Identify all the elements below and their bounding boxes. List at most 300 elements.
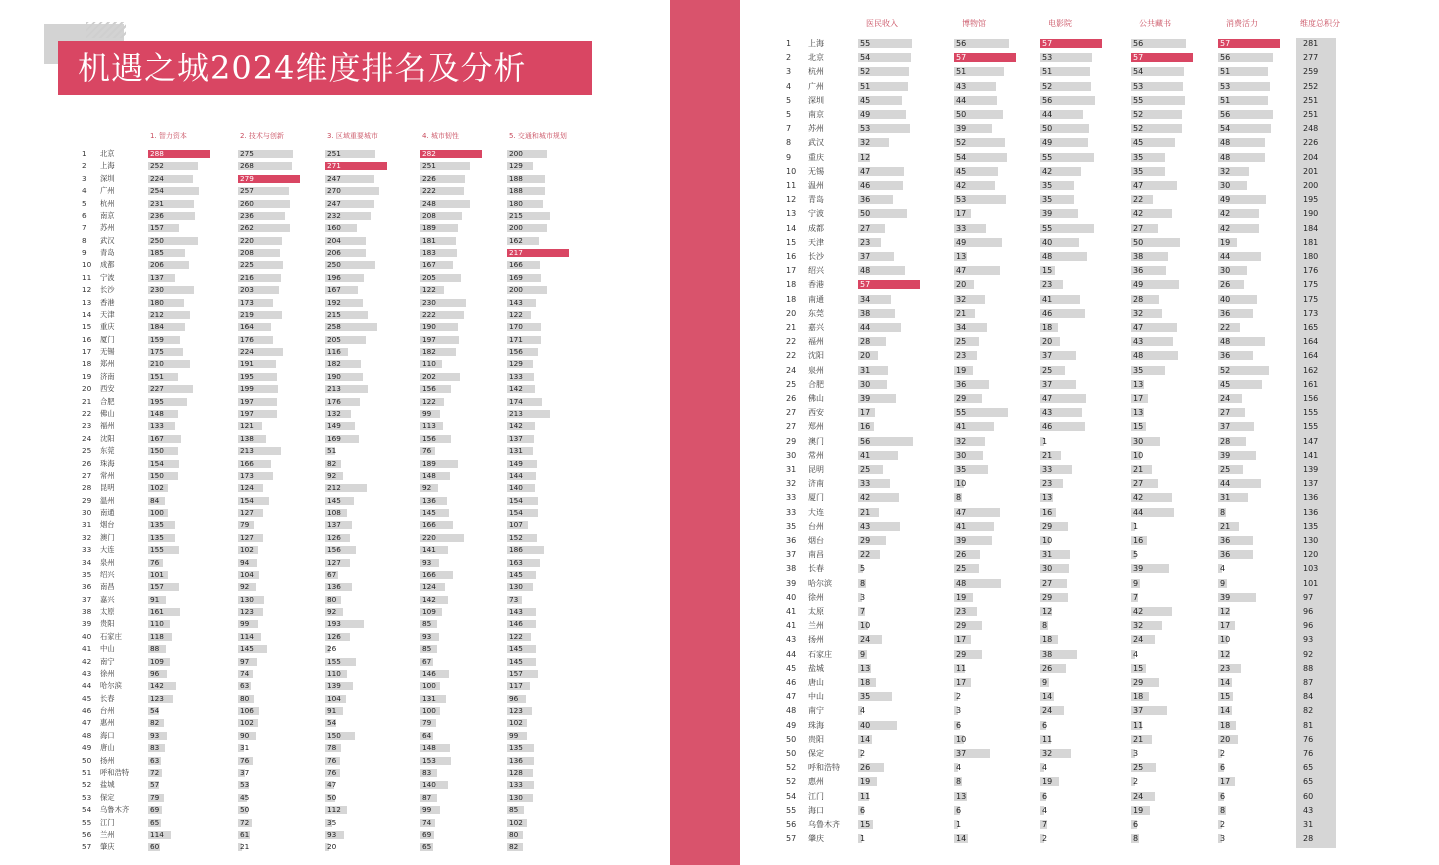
rank: 48 (82, 730, 92, 740)
score-value: 24 (1042, 706, 1053, 716)
score-value: 142 (509, 384, 523, 394)
score-value: 85 (422, 644, 432, 654)
total-score: 135 (1303, 521, 1319, 531)
score-value: 203 (240, 285, 254, 295)
score-value: 54 (860, 53, 871, 63)
total-score: 248 (1303, 124, 1319, 134)
rank: 45 (786, 663, 797, 673)
left-header-5: 5. 交通和城市规划 (509, 132, 567, 140)
score-value: 82 (509, 842, 519, 852)
score-value: 142 (509, 421, 523, 431)
score-value: 225 (240, 260, 254, 270)
score-value: 155 (150, 545, 164, 555)
score-value: 204 (327, 235, 341, 245)
rank: 7 (82, 223, 87, 233)
rank: 23 (82, 421, 92, 431)
score-value: 247 (327, 173, 341, 183)
score-value: 49 (860, 110, 871, 119)
table-row (0, 520, 670, 532)
score-value: 55 (1133, 95, 1144, 105)
title-hatch (86, 22, 126, 38)
score-value: 6 (860, 805, 866, 815)
rank: 15 (786, 237, 797, 247)
city-name: 南通 (100, 508, 115, 518)
total-score: 84 (1303, 692, 1314, 702)
city-name: 温州 (808, 181, 824, 190)
city-name: 哈尔滨 (808, 578, 832, 588)
score-value: 166 (422, 520, 436, 530)
table-row (0, 780, 670, 792)
table-row (0, 248, 670, 260)
table-row (740, 379, 1439, 393)
table-row (740, 819, 1439, 833)
rank: 28 (82, 483, 92, 493)
score-value: 36 (956, 379, 967, 389)
city-name: 沈阳 (100, 433, 115, 443)
city-name: 西安 (100, 384, 115, 394)
rank: 11 (82, 272, 92, 282)
score-value: 47 (1133, 323, 1144, 332)
city-name: 泉州 (100, 557, 115, 567)
total-score: 65 (1303, 763, 1314, 773)
score-value: 33 (1042, 465, 1053, 474)
table-row (740, 563, 1439, 577)
table-row (0, 718, 670, 730)
total-score: 93 (1303, 635, 1314, 645)
table-row (740, 81, 1439, 95)
score-value: 42 (1042, 166, 1053, 176)
score-value: 37 (860, 252, 871, 261)
total-bar (1296, 705, 1336, 720)
table-row (0, 335, 670, 347)
score-value: 1 (860, 834, 866, 844)
score-value: 54 (1220, 124, 1231, 134)
rank: 35 (786, 521, 797, 531)
score-value: 37 (1133, 706, 1144, 716)
score-value: 11 (956, 663, 967, 673)
score-value: 110 (150, 619, 164, 629)
score-value: 130 (509, 792, 523, 802)
table-row (0, 161, 670, 173)
total-score: 164 (1303, 337, 1319, 347)
score-value: 10 (956, 734, 967, 744)
table-row (740, 52, 1439, 66)
city-name: 广州 (100, 186, 115, 196)
score-value: 56 (1042, 95, 1053, 105)
table-row (0, 657, 670, 669)
score-value: 25 (1220, 465, 1231, 474)
score-value: 44 (1042, 110, 1053, 119)
score-value: 48 (1220, 337, 1231, 347)
rank: 49 (82, 743, 92, 753)
rank: 12 (786, 195, 797, 205)
score-value: 4 (1042, 763, 1048, 773)
score-value: 224 (240, 347, 254, 357)
score-value: 54 (327, 718, 337, 728)
score-value: 157 (150, 582, 164, 592)
score-value: 181 (422, 235, 436, 245)
score-value: 29 (956, 394, 967, 403)
total-score: 195 (1303, 195, 1319, 205)
rank: 44 (82, 681, 92, 691)
rank: 32 (82, 532, 92, 542)
score-value: 4 (1042, 805, 1048, 815)
score-value: 132 (327, 408, 341, 418)
rank: 18 (82, 359, 92, 369)
city-name: 东莞 (808, 308, 824, 318)
score-value: 197 (240, 396, 254, 406)
rank: 14 (786, 223, 797, 233)
score-value: 131 (422, 693, 436, 703)
rank: 56 (786, 820, 797, 829)
score-value: 17 (1133, 394, 1144, 403)
city-name: 重庆 (808, 152, 824, 162)
score-value: 44 (860, 323, 871, 332)
city-name: 台州 (808, 521, 824, 531)
score-value: 41 (860, 450, 871, 460)
score-value: 140 (509, 483, 523, 493)
city-name: 南昌 (100, 582, 115, 592)
city-name: 保定 (808, 749, 824, 758)
table-row (740, 152, 1439, 166)
score-value: 104 (327, 693, 341, 703)
rank: 18 (786, 280, 797, 290)
score-value: 197 (240, 408, 254, 418)
score-value: 14 (1220, 678, 1231, 687)
city-name: 福州 (100, 421, 115, 431)
score-value: 25 (956, 564, 967, 574)
table-row (0, 793, 670, 805)
score-value: 51 (1220, 67, 1231, 77)
score-value: 47 (327, 780, 337, 790)
score-value: 31 (240, 743, 250, 753)
rank: 41 (786, 621, 797, 631)
score-value: 36 (1220, 550, 1231, 560)
rank: 50 (786, 734, 797, 744)
score-value: 19 (956, 365, 967, 375)
score-value: 30 (1042, 564, 1053, 574)
table-row (0, 508, 670, 520)
total-score: 184 (1303, 223, 1319, 233)
score-value: 133 (150, 421, 164, 431)
table-row (0, 236, 670, 248)
score-value: 37 (1042, 351, 1053, 361)
rank: 14 (82, 309, 92, 319)
total-score: 97 (1303, 592, 1314, 602)
total-bar (1296, 833, 1336, 848)
score-value: 48 (956, 578, 967, 588)
score-value: 162 (509, 235, 523, 245)
score-value: 29 (860, 536, 871, 545)
left-header-3: 3. 区域重要城市 (327, 132, 378, 140)
total-score: 277 (1303, 53, 1319, 63)
city-name: 南京 (808, 110, 824, 119)
table-row (740, 634, 1439, 648)
score-value: 4 (860, 706, 866, 716)
score-value: 30 (956, 450, 967, 460)
table-row (0, 570, 670, 582)
score-value: 142 (422, 594, 436, 604)
score-value: 44 (1220, 252, 1231, 261)
total-score: 226 (1303, 138, 1319, 148)
score-value: 99 (240, 619, 250, 629)
score-value: 39 (956, 124, 967, 134)
score-value: 49 (956, 237, 967, 247)
score-value: 76 (240, 755, 250, 765)
score-value: 47 (956, 266, 967, 276)
score-value: 139 (327, 681, 341, 691)
table-row (0, 607, 670, 619)
city-name: 海口 (808, 805, 824, 815)
score-value: 222 (422, 186, 436, 196)
table-row (740, 223, 1439, 237)
table-row (0, 533, 670, 545)
score-value: 76 (422, 446, 432, 456)
total-score: 92 (1303, 649, 1314, 659)
score-value: 182 (327, 359, 341, 369)
table-row (0, 619, 670, 631)
score-value: 124 (240, 483, 254, 493)
score-value: 50 (1042, 124, 1053, 134)
table-row (0, 459, 670, 471)
score-value: 224 (150, 173, 164, 183)
city-name: 天津 (808, 237, 824, 247)
score-value: 100 (422, 681, 436, 691)
score-value: 84 (150, 495, 160, 505)
score-value: 52 (1042, 81, 1053, 91)
table-row (0, 149, 670, 161)
score-value: 35 (1133, 365, 1144, 375)
score-value: 26 (860, 763, 871, 773)
score-value: 35 (860, 692, 871, 702)
score-value: 216 (240, 272, 254, 282)
score-value: 133 (509, 371, 523, 381)
score-value: 47 (956, 507, 967, 517)
city-name: 徐州 (100, 668, 115, 678)
left-header-2: 2. 技术与创新 (240, 132, 284, 140)
total-score: 176 (1303, 266, 1319, 276)
score-value: 118 (150, 631, 164, 641)
rank: 32 (786, 479, 797, 489)
score-value: 72 (240, 817, 250, 827)
city-name: 大连 (100, 545, 115, 555)
score-value: 142 (150, 681, 164, 691)
score-value: 50 (240, 805, 250, 815)
total-score: 161 (1303, 379, 1319, 389)
score-value: 127 (240, 532, 254, 542)
score-value: 85 (509, 805, 519, 815)
score-value: 2 (1133, 777, 1139, 787)
score-value: 25 (860, 465, 871, 474)
score-value: 145 (422, 508, 436, 518)
score-value: 79 (150, 792, 160, 802)
score-value: 190 (422, 322, 436, 332)
total-bar (1296, 776, 1336, 791)
total-bar (1296, 592, 1336, 607)
score-value: 167 (327, 285, 341, 295)
rank: 20 (786, 308, 797, 318)
score-value: 51 (860, 81, 871, 91)
rank: 33 (82, 545, 92, 555)
score-value: 56 (860, 436, 871, 446)
score-value: 279 (240, 173, 254, 183)
score-value: 54 (1133, 67, 1144, 77)
score-value: 67 (327, 569, 337, 579)
score-value: 43 (1042, 408, 1053, 418)
table-row (0, 818, 670, 830)
rank: 52 (82, 780, 92, 790)
score-value: 129 (509, 359, 523, 369)
table-row (740, 691, 1439, 705)
total-score: 252 (1303, 81, 1319, 91)
score-value: 48 (1133, 351, 1144, 361)
score-value: 3 (1133, 749, 1139, 758)
score-value: 23 (1042, 280, 1053, 290)
score-value: 99 (422, 408, 432, 418)
rank: 17 (786, 266, 797, 276)
rank: 40 (786, 592, 797, 602)
score-value: 148 (422, 743, 436, 753)
city-name: 乌鲁木齐 (100, 805, 130, 815)
score-value: 93 (422, 631, 432, 641)
score-value: 109 (150, 656, 164, 666)
score-value: 175 (150, 347, 164, 357)
city-name: 佛山 (100, 408, 115, 418)
score-value: 156 (422, 433, 436, 443)
score-value: 11 (860, 791, 871, 801)
total-score: 200 (1303, 181, 1319, 190)
rank: 26 (786, 394, 797, 403)
score-value: 107 (509, 520, 523, 530)
table-row (0, 310, 670, 322)
score-value: 20 (860, 351, 871, 361)
city-name: 太原 (100, 607, 115, 617)
city-name: 长沙 (808, 252, 824, 261)
score-value: 11 (1042, 734, 1053, 744)
score-value: 53 (860, 124, 871, 134)
score-value: 50 (1133, 237, 1144, 247)
score-value: 212 (327, 483, 341, 493)
rank: 47 (82, 718, 92, 728)
score-value: 73 (509, 594, 519, 604)
score-value: 41 (956, 422, 967, 432)
score-value: 9 (1133, 578, 1139, 588)
score-value: 32 (1042, 749, 1053, 758)
score-value: 99 (509, 730, 519, 740)
score-value: 145 (509, 656, 523, 666)
score-value: 102 (509, 817, 523, 827)
score-value: 34 (860, 294, 871, 304)
rank: 15 (82, 322, 92, 332)
city-name: 南宁 (808, 706, 824, 716)
total-score: 173 (1303, 308, 1319, 318)
right-header-2: 博物馆 (962, 19, 986, 28)
score-value: 143 (509, 297, 523, 307)
rank: 56 (82, 829, 92, 839)
score-value: 44 (956, 95, 967, 105)
city-name: 广州 (808, 81, 824, 91)
score-value: 136 (422, 495, 436, 505)
score-value: 10 (860, 621, 871, 631)
total-score: 156 (1303, 394, 1319, 403)
table-row (740, 208, 1439, 222)
score-value: 123 (509, 706, 523, 716)
score-value: 185 (150, 248, 164, 258)
score-value: 6 (1220, 791, 1226, 801)
rank: 39 (82, 619, 92, 629)
score-value: 79 (422, 718, 432, 728)
table-row (740, 791, 1439, 805)
score-value: 112 (327, 805, 341, 815)
city-name: 泉州 (808, 365, 824, 375)
rank: 20 (82, 384, 92, 394)
score-value: 116 (327, 347, 341, 357)
score-value: 42 (1133, 493, 1144, 503)
table-row (740, 137, 1439, 151)
score-value: 260 (240, 198, 254, 208)
table-row (0, 446, 670, 458)
score-value: 166 (240, 458, 254, 468)
score-value: 180 (509, 198, 523, 208)
table-row (0, 211, 670, 223)
score-value: 254 (150, 186, 164, 196)
score-value: 150 (150, 446, 164, 456)
score-value: 40 (1042, 237, 1053, 247)
score-value: 41 (1042, 294, 1053, 304)
score-value: 190 (327, 371, 341, 381)
score-value: 16 (1042, 507, 1053, 517)
total-bar (1296, 805, 1336, 820)
score-value: 10 (956, 479, 967, 489)
city-name: 贵阳 (808, 734, 824, 744)
score-value: 45 (860, 95, 871, 105)
table-row (740, 805, 1439, 819)
city-name: 合肥 (100, 396, 115, 406)
score-value: 48 (1220, 138, 1231, 148)
table-row (740, 251, 1439, 265)
city-name: 呼和浩特 (100, 768, 130, 777)
score-value: 30 (1220, 181, 1231, 190)
score-value: 173 (240, 470, 254, 480)
city-name: 嘉兴 (100, 594, 115, 604)
score-value: 36 (1220, 536, 1231, 545)
score-value: 8 (1042, 621, 1048, 631)
score-value: 174 (509, 396, 523, 406)
score-value: 137 (509, 433, 523, 443)
score-value: 141 (422, 545, 436, 555)
score-value: 173 (240, 297, 254, 307)
table-row (740, 279, 1439, 293)
score-value: 166 (422, 569, 436, 579)
score-value: 136 (509, 755, 523, 765)
city-name: 成都 (808, 223, 824, 233)
score-value: 74 (422, 817, 432, 827)
table-row (740, 705, 1439, 719)
score-value: 21 (1133, 734, 1144, 744)
score-value: 57 (150, 780, 160, 790)
score-value: 25 (1133, 763, 1144, 773)
score-value: 19 (1042, 777, 1053, 787)
score-value: 135 (150, 520, 164, 530)
score-value: 25 (1042, 365, 1053, 375)
score-value: 39 (1220, 592, 1231, 602)
score-value: 7 (860, 607, 866, 616)
score-value: 101 (150, 569, 164, 579)
score-value: 262 (240, 223, 254, 233)
score-value: 128 (509, 768, 523, 777)
score-value: 39 (1042, 209, 1053, 219)
city-name: 济南 (808, 479, 824, 489)
